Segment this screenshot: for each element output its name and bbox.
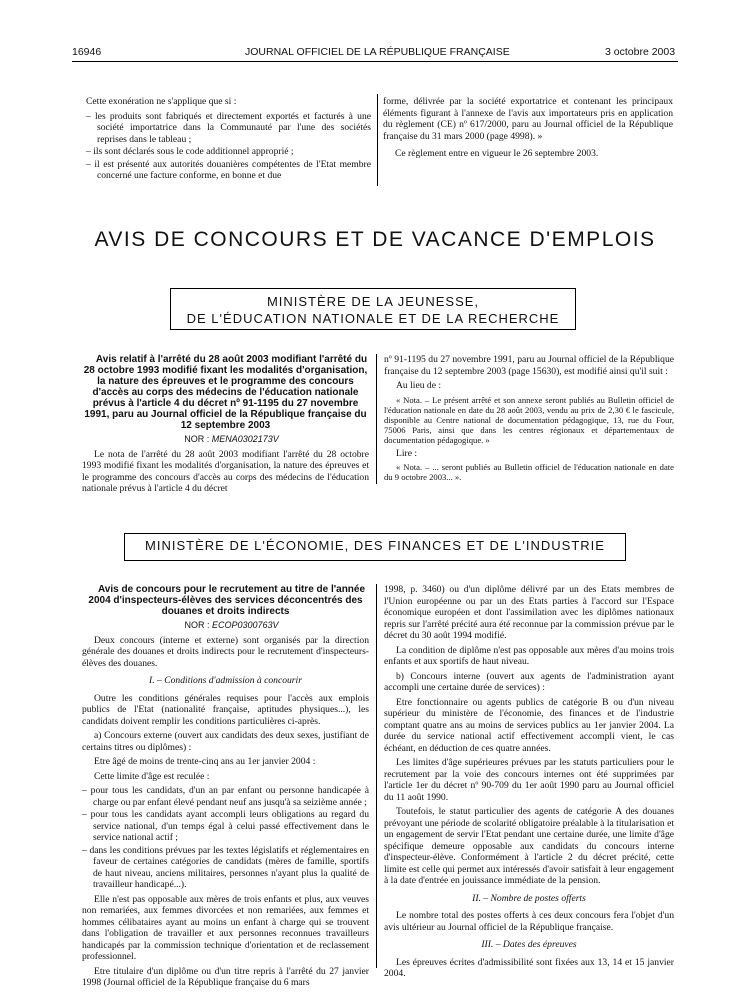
avis1-right-column <box>384 354 674 485</box>
age-limit-list <box>82 785 369 891</box>
column-divider <box>376 584 377 968</box>
column-divider <box>377 94 378 186</box>
paragraph: Etre titulaire d'un diplôme ou d'un titre repris à l'arrêté du 27 janvier 1998 (Journal officiel de la République française du 6 mars <box>82 965 369 988</box>
avis1-left-column <box>82 354 369 498</box>
regulation-text: forme, délivrée par la société exportatrice et contenant les principaux éléments figurant à l'annexe de l'avis aux importateurs pris en application du règlement (CE) nº 617/2000, paru au Journal officiel de la République française du 31 mars 2000 (page 4998). » <box>383 96 673 142</box>
avis2-left-column <box>82 584 369 992</box>
avis1-text: Le nota de l'arrêté du 28 août 2003 modifiant l'arrêté du 28 octobre 1993 modifié fixant les modalités d'organisation, la nature des épreuves et le programme des concours d'accès au corps des médecins de l'éducation nationale prévus à l'article 4 du décret <box>82 448 369 494</box>
list-item: – les produits sont fabriqués et directement exportés et facturés à une société importatrice dans la Communauté par l'une des sociétés reprises dans le tableau ; <box>86 111 371 146</box>
paragraph: Cette limite d'âge est reculée : <box>94 770 210 782</box>
top-left-column <box>86 96 371 185</box>
top-right-column <box>383 96 673 163</box>
paragraph: Etre âgé de moins de trente-cinq ans au 1er janvier 2004 : <box>94 756 316 767</box>
au-lieu-label: Au lieu de : <box>396 380 442 391</box>
ministry-economy-box: MINISTÈRE DE L'ÉCONOMIE, DES FINANCES ET DE L'INDUSTRIE <box>124 533 626 561</box>
avis1-nor: NOR : MENA0302173V <box>184 434 279 444</box>
list-item: – pour tous les candidats, d'un an par enfant ou personne handicapée à charge ou par enfant élevé pendant neuf ans jusqu'à sa seizième année ; <box>82 785 369 808</box>
section-heading: I. – Conditions d'admission à concourir <box>149 675 302 686</box>
section-heading: II. – Nombre de postes offerts <box>472 892 586 904</box>
avis2-intro: Deux concours (interne et externe) sont organisés par la direction générale des douanes et droits indirects pour le recrutement d'inspecteurs-élèves des douanes. <box>82 634 369 669</box>
nota-quote: « Nota. – ... seront publiés au Bulletin officiel de l'éducation nationale en date du 9 octobre 2003... ». <box>384 462 674 482</box>
paragraph: Elle n'est pas opposable aux mères de trois enfants et plus, aux veuves non remariées, aux femmes divorcées et non remariées, aux femmes et hommes célibataires ayant au moins un enfant à charge qui se trouvent dans l'obligation de travailler et aux personnes reconnues travailleurs handicapés par la commission technique d'orientation et de reclassement professionnel. <box>82 893 369 962</box>
paragraph: Les limites d'âge supérieures prévues par les statuts particuliers pour le recrutement par la voie des concours internes ont été supprimées par l'article 1er du décret nº 90-709 du 1er août 1990 paru au Journal officiel du 11 août 1990. <box>384 757 674 803</box>
list-item: – ils sont déclarés sous le code additionnel approprié ; <box>86 146 371 158</box>
lire-label: Lire : <box>396 447 418 459</box>
ministry-name: MINISTÈRE DE LA JEUNESSE, <box>266 294 480 309</box>
ministry-name: DE L'ÉDUCATION NATIONALE ET DE LA RECHERCHE <box>186 311 560 326</box>
paragraph: Toutefois, le statut particulier des agents de catégorie A des douanes prévoyant une période de scolarité obligatoire préalable à la titularisation et un engagement de servir l'Etat pendant une certaine durée, une limite d'âge spécifique demeure opposable aux candidats du concours interne d'inspecteur-élève. Conformément à l'article 2 du décret précité, cette limite est celle qui permet aux intéressés d'avoir satisfait à leur engagement à la date d'entrée en jouissance immédiate de la pension. <box>384 806 674 886</box>
paragraph: a) Concours externe (ouvert aux candidats des deux sexes, justifiant de certains titres ou diplômes) : <box>82 730 369 753</box>
exoneration-list <box>86 111 371 182</box>
list-item: – pour tous les candidats ayant accompli leurs obligations au regard du service national, d'un temps égal à celui passé effectivement dans le service national actif ; <box>82 809 369 844</box>
nota-quote: « Nota. – Le présent arrêté et son annexe seront publiés au Bulletin officiel de l'éducation nationale en date du 28 août 2003, vendu au prix de 2,30 € le fascicule, disponible au Centre national de documentation pédagogique, 13, rue du Four, 75006 Paris, ainsi que dans les centres régionaux et départementaux de documentation pédagogique. » <box>384 394 674 445</box>
header-rule <box>72 61 678 62</box>
paragraph: Le nombre total des postes offerts à ces deux concours fera l'objet d'un avis ultérieur au Journal officiel de la République française. <box>384 910 674 933</box>
paragraph: 1998, p. 3460) ou d'un diplôme délivré par un des Etats membres de l'Union européenne ou par un des Etats parties à l'accord sur l'Espace économique européen et dont l'assimilation avec les diplômes nationaux repris sur l'arrêté précité aura été reconnue par la commission prévue par le décret du 30 août 1994 modifié. <box>384 584 674 641</box>
avis1-title: Avis relatif à l'arrêté du 28 août 2003 modifiant l'arrêté du 28 octobre 1993 modifié fixant les modalités d'organisation, la nature des épreuves et le programme des concours d'accès au corps des médecins de l'éducation nationale prévus à l'article 4 du décret nº 91-1195 du 27 novembre 1991, paru au Journal officiel de la République française du 12 septembre 2003 <box>83 354 368 431</box>
paragraph: Outre les conditions générales requises pour l'accès aux emplois publics de l'Etat (nationalité française, aptitudes physiques...), les candidats doivent remplir les conditions particulières ci-après. <box>82 692 369 727</box>
avis1-text-cont: nº 91-1195 du 27 novembre 1991, paru au Journal officiel de la République française du 12 septembre 2003 (page 15630), est modifié ainsi qu'il suit : <box>384 354 674 377</box>
avis2-title: Avis de concours pour le recrutement au titre de l'année 2004 d'inspecteurs-élèves des services déconcentrés des douanes et droits indirects <box>88 584 366 617</box>
page-number: 16946 <box>72 46 102 58</box>
paragraph: Les épreuves écrites d'admissibilité sont fixées aux 13, 14 et 15 janvier 2004. <box>384 956 674 979</box>
exoneration-intro: Cette exonération ne s'applique que si : <box>86 96 237 107</box>
avis2-nor: NOR : ECOP0300763V <box>184 620 279 630</box>
paragraph: b) Concours interne (ouvert aux agents de l'administration ayant accompli une certaine durée de services) : <box>384 670 674 693</box>
column-divider <box>376 354 377 484</box>
list-item: – dans les conditions prévues par les textes législatifs et réglementaires en faveur de certaines catégories de candidats (mères de famille, sportifs de haut niveau, anciens militaires, personnes n'ayant plus la qualité de travailleur handicapé...). <box>82 845 369 891</box>
journal-title: JOURNAL OFFICIEL DE LA RÉPUBLIQUE FRANÇAISE <box>245 46 510 58</box>
list-item: – il est présenté aux autorités douanières compétentes de l'Etat membre concerné une facture conforme, en bonne et due <box>86 159 371 182</box>
paragraph: La condition de diplôme n'est pas opposable aux mères d'au moins trois enfants et aux sportifs de haut niveau. <box>384 644 674 667</box>
avis2-right-column <box>384 584 674 983</box>
issue-date: 3 octobre 2003 <box>605 46 676 58</box>
main-title: AVIS DE CONCOURS ET DE VACANCE D'EMPLOIS <box>94 228 656 251</box>
section-heading: III. – Dates des épreuves <box>481 939 577 950</box>
regulation-effective: Ce règlement entre en vigueur le 26 septembre 2003. <box>395 148 599 159</box>
paragraph: Etre fonctionnaire ou agents publics de catégorie B ou d'un niveau supérieur du ministère de l'économie, des finances et de l'industrie comptant quatre ans au moins de services publics au 1er janvier 2004. La durée du service national actif effectivement accompli vient, le cas échéant, en déduction de ces quatre années. <box>384 696 674 754</box>
ministry-education-box <box>170 288 576 330</box>
